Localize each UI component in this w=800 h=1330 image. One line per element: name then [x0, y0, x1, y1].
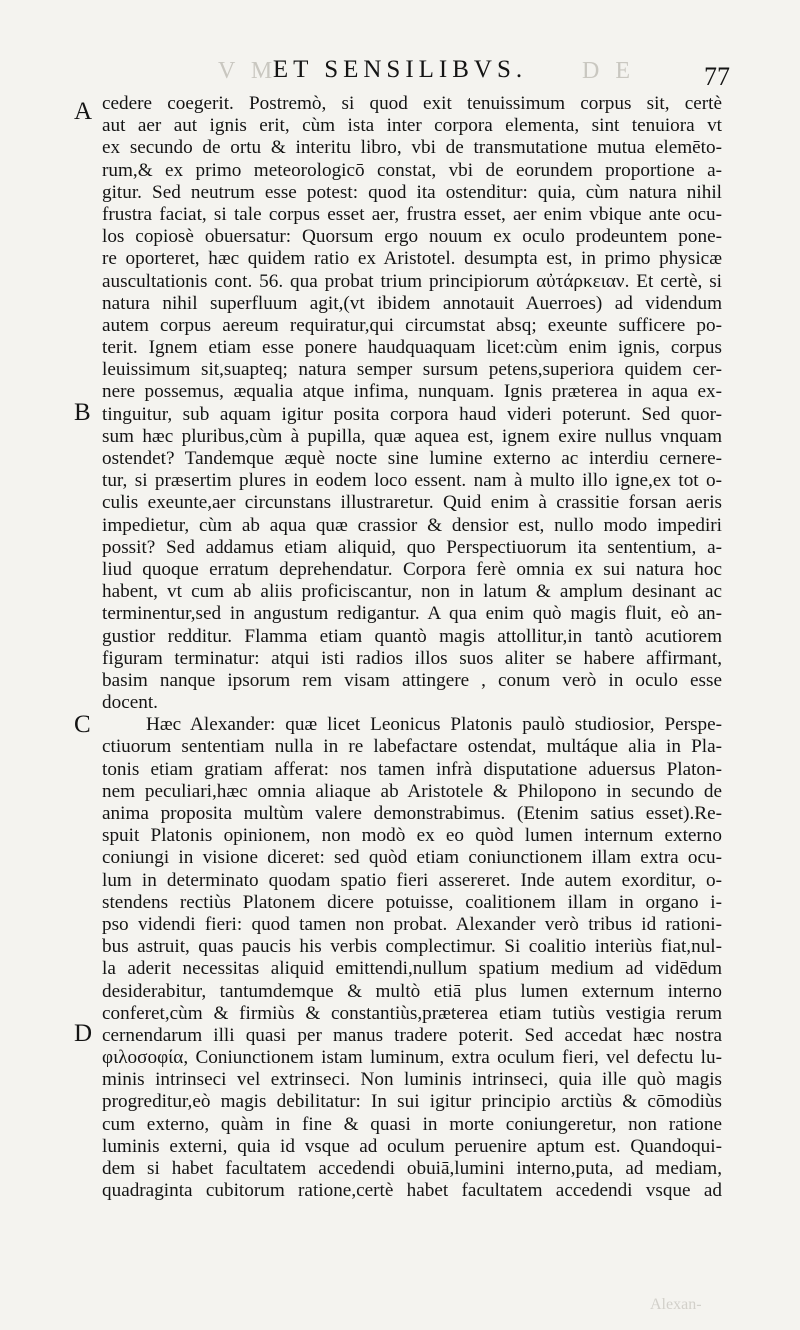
text-line: la aderit necessitas aliquid emittendi,nullum spatium medium ad vidēdum — [102, 958, 722, 980]
text-line: cernendarum illi quasi per manus tradere poterit. Sed accedat hæc nostra — [102, 1024, 722, 1046]
running-title: ET SENSILIBVS. — [272, 56, 528, 83]
text-line: spuit Platonis opinionem, non modò ex eo quòd lumen internum externo — [102, 825, 722, 847]
bleed-through-footer: Alexan- — [650, 1296, 702, 1313]
text-line: rum,& ex primo meteorologicō constat, vbi de eorundem proportione a- — [102, 159, 722, 181]
margin-letter-a: A — [74, 98, 93, 125]
text-line: pso videndi fieri: quod tamen non probat. Alexander verò tribus id rationi- — [102, 913, 722, 935]
text-line: bus astruit, quas paucis his verbis complectimur. Si coalitio interiùs fiat,nul- — [102, 936, 722, 958]
text-line: desiderabitur, tantumdemque & multò etiā plus lumen externum interno — [102, 980, 722, 1002]
text-line: tonis etiam gratiam afferat: nos tamen infrà disputatione aduersus Platon- — [102, 758, 722, 780]
text-line: auscultationis cont. 56. qua probat trium principiorum αὐτάρκειαν. Et certè, si — [102, 270, 722, 292]
text-line: cedere coegerit. Postremò, si quod exit tenuissimum corpus sit, certè — [102, 93, 722, 114]
text-line: minis intrinseci vel extrinseci. Non luminis intrinseci, quia ille quò magis — [102, 1069, 722, 1091]
text-line: possit? Sed addamus etiam aliquid, quo Perspectiuorum ita sententium, a- — [102, 536, 722, 558]
text-line: tur, si præsertim plures in eodem loco essent. nam à multo illo igne,ex tot o- — [102, 470, 722, 492]
page-number: 77 — [704, 62, 730, 91]
text-line: impedietur, cùm ab aqua quæ crassior & densior est, nullo modo impediri — [102, 514, 722, 536]
text-line: tinguitur, sub aquam igitur posita corpora haud videri poterunt. Sed quor- — [102, 403, 722, 425]
text-line: terit. Ignem etiam esse ponere haudquaquam licet:cùm enim ignis, corpus — [102, 337, 722, 359]
text-line: gustior redditur. Flamma etiam quantò magis attollitur,in tantò acutiorem — [102, 625, 722, 647]
text-line: ctiuorum sententiam nulla in re labefactare ostendat, multáque alia in Pla- — [102, 736, 722, 758]
text-line: liud quoque erratum deprehendatur. Corpora ferè omnia ex sui natura hoc — [102, 558, 722, 580]
text-line: culis exeunte,aer circunstans illustraretur. Quid enim à crassitie forsan aeris — [102, 492, 722, 514]
text-line: quadraginta cubitorum ratione,certè habet facultatem accedendi vsque ad — [102, 1180, 722, 1202]
text-line: ostendet? Tandemque æquè nocte sine lumine externo ac interdiu cernere- — [102, 448, 722, 469]
text-line: φιλοσοφία, Coniunctionem istam luminum, extra oculum fieri, vel defectu lu- — [102, 1047, 722, 1069]
text-line: aut aer aut ignis erit, cùm ista inter corpora elementa, sint tenuiora vt — [102, 115, 722, 137]
bleed-through-text-left: V M — [218, 58, 278, 84]
margin-letter-b: B — [74, 399, 91, 426]
margin-letter-c: C — [74, 711, 91, 738]
text-line: frustra faciat, si tale corpus esset aer, frustra esset, aer enim vbique ante ocu- — [102, 203, 722, 225]
text-line: lum in determinato quodam spatio fieri assereret. Inde autem exorditur, o- — [102, 869, 722, 891]
text-line: dem si habet facultatem accedendi obuiā,lumini interno,puta, ad mediam, — [102, 1158, 722, 1179]
text-line: Hæc Alexander: quæ licet Leonicus Platonis paulò studiosior, Perspe- — [146, 714, 722, 736]
text-line: leuissimum sit,suapteq; natura semper sursum petens,superiora quidem cer- — [102, 359, 722, 381]
text-line: nem peculiari,hæc omnia aliaque ab Aristotele & Philopono in secundo de — [102, 780, 722, 802]
text-line: los copiosè obuersatur: Quorsum ergo nouum ex oculo prodeuntem pone- — [102, 226, 722, 248]
text-line: coniungi in visione diceret: sed quòd etiam coniunctionem illam extra ocu- — [102, 847, 722, 869]
text-line: anima proposita multùm valere demonstrabimus. (Etenim satius esset).Re- — [102, 803, 722, 824]
text-line: ex secundo de ortu & interitu libro, vbi de transmutatione mutua elemēto- — [102, 137, 722, 159]
bleed-through-text-right: D E — [582, 58, 635, 84]
text-line: nere possemus, æqualia atque infima, nunquam. Ignis præterea in aqua ex- — [102, 381, 722, 403]
margin-letter-d: D — [74, 1020, 93, 1047]
text-line: figuram terminatur: atqui isti radios illos suos aliter se habere affirmant, — [102, 647, 722, 669]
text-line: gitur. Sed neutrum esse potest: quod ita ostenditur: quia, cùm natura nihil — [102, 181, 722, 203]
text-line: natura nihil superfluum agit,(vt ibidem annotauit Auerroes) ad videndum — [102, 292, 722, 314]
text-line: progreditur,eò magis debilitatur: In sui igitur principio arctiùs & cōmodiùs — [102, 1091, 722, 1113]
text-line: conferet,cùm & firmiùs & constantiùs,præterea etiam tutiùs vestigia rerum — [102, 1002, 722, 1024]
text-line: terminentur,sed in angustum redigantur. A qua enim quò magis fluit, eò an- — [102, 603, 722, 625]
text-line: cum externo, quàm in fine & quasi in morte coniungeretur, non ratione — [102, 1113, 722, 1135]
text-line: re oporteret, hæc quidem ratio ex Aristotel. desumpta est, in primo physicæ — [102, 248, 722, 270]
text-line: habent, vt cum ab aliis proficiscantur, non in latum & amplum desinant ac — [102, 581, 722, 603]
text-line: docent. — [102, 692, 158, 714]
text-line: luminis externi, quia id vsque ad oculum peruenire aptum est. Quandoqui- — [102, 1135, 722, 1157]
text-line: stendens rectiùs Platonem dicere potuisse, coalitionem illam in organo i- — [102, 891, 722, 913]
text-line: autem corpus aereum requiratur,qui circumstat absq; exeunte sufficere po- — [102, 314, 722, 336]
body-text — [102, 93, 722, 1202]
text-line: sum hæc pluribus,cùm à pupilla, quæ aquea est, ignem exire nullus vnquam — [102, 425, 722, 447]
text-line: basim nanque ipsorum rem visam attingere , conum verò in oculo esse — [102, 669, 722, 691]
